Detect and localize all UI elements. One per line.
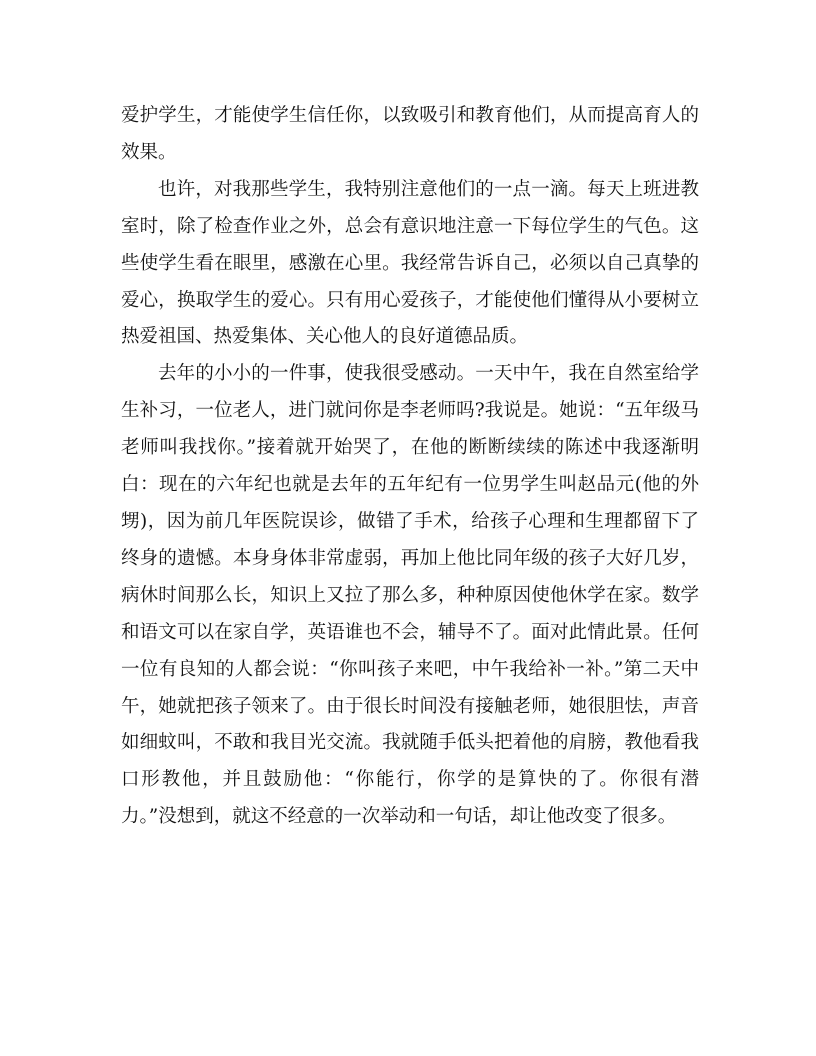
paragraph-3: 去年的小小的一件事，使我很受感动。一天中午，我在自然室给学生补习，一位老人，进门就问你是李老师吗?我说是。她说：“五年级马老师叫我找你。”接着就开始哭了，在他的断断续续的陈述中我逐渐明白：现在的六年纪也就是去年的五年纪有一位男学生叫赵品元(他的外甥)，因为前几年医院误诊，做错了手术，给孩子心理和生理都留下了终身的遗憾。本身身体非常虚弱，再加上他比同年级的孩子大好几岁，病休时间那么长，知识上又拉了那么多，种种原因使他休学在家。数学和语文可以在家自学，英语谁也不会，辅导不了。面对此情此景。任何一位有良知的人都会说：“你叫孩子来吧，中午我给补一补。”第二天中午，她就把孩子领来了。由于很长时间没有接触老师，她很胆怯，声音如细蚊叫，不敢和我目光交流。我就随手低头把着他的肩膀，教他看我口形教他，并且鼓励他：“你能行，你学的是算快的了。你很有潜力。”没想到，就这不经意的一次举动和一句话，却让他改变了很多。 [121, 363, 699, 828]
paragraph-1: 爱护学生，才能使学生信任你，以致吸引和教育他们，从而提高育人的效果。 [121, 105, 699, 163]
document-body [121, 98, 699, 836]
paragraph-2: 也许，对我那些学生，我特别注意他们的一点一滴。每天上班进教室时，除了检查作业之外，总会有意识地注意一下每位学生的气色。这些使学生看在眼里，感激在心里。我经常告诉自己，必须以自己真挚的爱心，换取学生的爱心。只有用心爱孩子，才能使他们懂得从小要树立热爱祖国、热爱集体、关心他人的良好道德品质。 [121, 178, 699, 348]
